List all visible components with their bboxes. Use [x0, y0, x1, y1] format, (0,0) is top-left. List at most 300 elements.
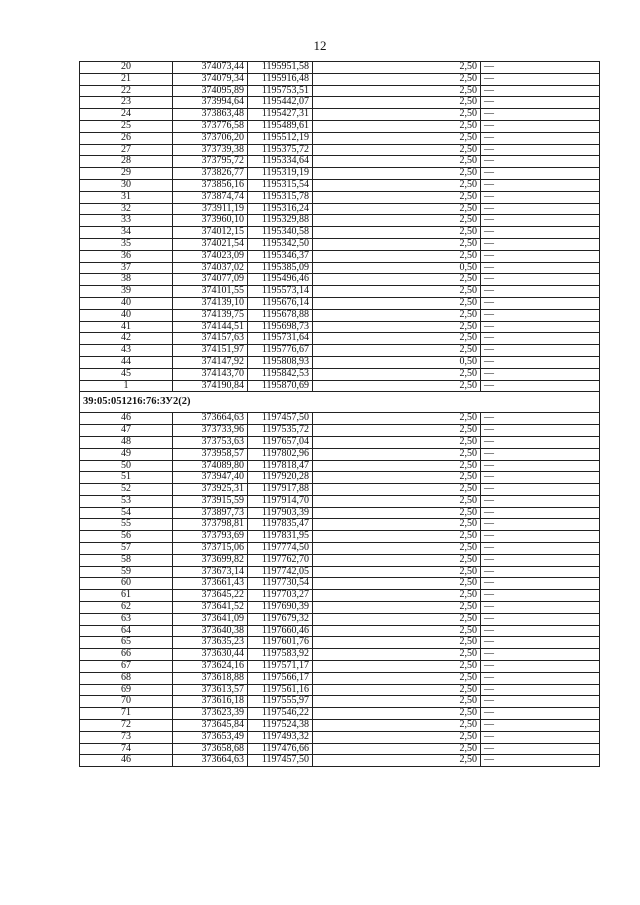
description-dash: — — [481, 602, 600, 614]
accuracy-value: 2,50 — [313, 250, 481, 262]
point-number: 28 — [80, 156, 173, 168]
table-row — [80, 519, 600, 531]
description-dash: — — [481, 672, 600, 684]
accuracy-value: 2,50 — [313, 215, 481, 227]
accuracy-value: 2,50 — [313, 543, 481, 555]
table-row — [80, 191, 600, 203]
coordinate-y: 1197601,76 — [248, 637, 313, 649]
point-number: 71 — [80, 708, 173, 720]
coordinate-x: 374157,63 — [173, 333, 248, 345]
accuracy-value: 2,50 — [313, 156, 481, 168]
coordinate-x: 373911,19 — [173, 203, 248, 215]
coordinate-y: 1197730,54 — [248, 578, 313, 590]
coordinate-y: 1195512,19 — [248, 132, 313, 144]
table-row — [80, 203, 600, 215]
accuracy-value: 2,50 — [313, 85, 481, 97]
coordinate-x: 373623,39 — [173, 708, 248, 720]
coordinate-y: 1197914,70 — [248, 495, 313, 507]
point-number: 22 — [80, 85, 173, 97]
table-row — [80, 531, 600, 543]
coordinate-y: 1195385,09 — [248, 262, 313, 274]
description-dash: — — [481, 380, 600, 392]
point-number: 37 — [80, 262, 173, 274]
point-number: 39 — [80, 286, 173, 298]
table-row — [80, 262, 600, 274]
coordinate-y: 1197774,50 — [248, 543, 313, 555]
point-number: 70 — [80, 696, 173, 708]
coordinate-x: 373616,18 — [173, 696, 248, 708]
accuracy-value: 2,50 — [313, 144, 481, 156]
coordinate-x: 373753,63 — [173, 436, 248, 448]
coordinate-y: 1195753,51 — [248, 85, 313, 97]
coordinate-x: 373664,63 — [173, 755, 248, 767]
point-number: 51 — [80, 472, 173, 484]
table-row — [80, 625, 600, 637]
accuracy-value: 2,50 — [313, 333, 481, 345]
accuracy-value: 2,50 — [313, 495, 481, 507]
description-dash: — — [481, 333, 600, 345]
coordinate-y: 1197835,47 — [248, 519, 313, 531]
coordinate-y: 1195808,93 — [248, 356, 313, 368]
description-dash: — — [481, 97, 600, 109]
description-dash: — — [481, 743, 600, 755]
table-row — [80, 602, 600, 614]
coordinate-x: 373994,64 — [173, 97, 248, 109]
coordinate-y: 1197476,66 — [248, 743, 313, 755]
coordinates-table-body — [80, 62, 600, 767]
accuracy-value: 2,50 — [313, 227, 481, 239]
point-number: 56 — [80, 531, 173, 543]
coordinate-y: 1197571,17 — [248, 661, 313, 673]
coordinate-x: 373798,81 — [173, 519, 248, 531]
description-dash: — — [481, 262, 600, 274]
description-dash: — — [481, 227, 600, 239]
accuracy-value: 2,50 — [313, 62, 481, 74]
table-row — [80, 590, 600, 602]
description-dash: — — [481, 484, 600, 496]
point-number: 36 — [80, 250, 173, 262]
point-number: 48 — [80, 436, 173, 448]
table-row — [80, 238, 600, 250]
coordinate-y: 1197561,16 — [248, 684, 313, 696]
description-dash: — — [481, 156, 600, 168]
coordinate-y: 1195573,14 — [248, 286, 313, 298]
description-dash: — — [481, 132, 600, 144]
coordinate-x: 373673,14 — [173, 566, 248, 578]
coordinate-y: 1197831,95 — [248, 531, 313, 543]
table-row — [80, 743, 600, 755]
coordinate-y: 1195496,46 — [248, 274, 313, 286]
table-row — [80, 484, 600, 496]
table-row — [80, 120, 600, 132]
accuracy-value: 2,50 — [313, 708, 481, 720]
point-number: 26 — [80, 132, 173, 144]
coordinate-x: 373826,77 — [173, 168, 248, 180]
accuracy-value: 2,50 — [313, 602, 481, 614]
table-row — [80, 215, 600, 227]
coordinate-y: 1195731,64 — [248, 333, 313, 345]
coordinate-x: 373658,68 — [173, 743, 248, 755]
point-number: 68 — [80, 672, 173, 684]
coordinate-x: 373897,73 — [173, 507, 248, 519]
table-row — [80, 507, 600, 519]
description-dash: — — [481, 321, 600, 333]
coordinate-y: 1195427,31 — [248, 109, 313, 121]
table-row — [80, 543, 600, 555]
coordinate-x: 373947,40 — [173, 472, 248, 484]
coordinate-x: 374095,89 — [173, 85, 248, 97]
description-dash: — — [481, 191, 600, 203]
description-dash: — — [481, 286, 600, 298]
point-number: 32 — [80, 203, 173, 215]
coordinate-x: 373915,59 — [173, 495, 248, 507]
point-number: 23 — [80, 97, 173, 109]
coordinate-y: 1195916,48 — [248, 73, 313, 85]
table-row — [80, 684, 600, 696]
coordinate-x: 374139,75 — [173, 309, 248, 321]
coordinate-x: 374151,97 — [173, 345, 248, 357]
accuracy-value: 2,50 — [313, 238, 481, 250]
accuracy-value: 2,50 — [313, 672, 481, 684]
coordinate-x: 374021,54 — [173, 238, 248, 250]
table-row — [80, 250, 600, 262]
coordinate-y: 1197679,32 — [248, 613, 313, 625]
coordinate-x: 374147,92 — [173, 356, 248, 368]
description-dash: — — [481, 554, 600, 566]
description-dash: — — [481, 684, 600, 696]
coordinate-x: 373715,06 — [173, 543, 248, 555]
accuracy-value: 2,50 — [313, 274, 481, 286]
description-dash: — — [481, 168, 600, 180]
coordinate-x: 374079,34 — [173, 73, 248, 85]
coordinate-x: 373739,38 — [173, 144, 248, 156]
coordinate-x: 374143,70 — [173, 368, 248, 380]
coordinate-x: 373630,44 — [173, 649, 248, 661]
point-number: 1 — [80, 380, 173, 392]
coordinate-y: 1197917,88 — [248, 484, 313, 496]
description-dash: — — [481, 661, 600, 673]
coordinate-x: 373793,69 — [173, 531, 248, 543]
description-dash: — — [481, 590, 600, 602]
description-dash: — — [481, 238, 600, 250]
point-number: 44 — [80, 356, 173, 368]
coordinate-y: 1197762,70 — [248, 554, 313, 566]
coordinate-y: 1195678,88 — [248, 309, 313, 321]
point-number: 33 — [80, 215, 173, 227]
accuracy-value: 2,50 — [313, 321, 481, 333]
point-number: 65 — [80, 637, 173, 649]
coordinate-y: 1197657,04 — [248, 436, 313, 448]
coordinate-y: 1197583,92 — [248, 649, 313, 661]
coordinate-x: 373641,09 — [173, 613, 248, 625]
table-row — [80, 755, 600, 767]
table-row — [80, 708, 600, 720]
coordinate-x: 373863,48 — [173, 109, 248, 121]
coordinate-y: 1197535,72 — [248, 425, 313, 437]
coordinate-y: 1197818,47 — [248, 460, 313, 472]
coordinate-x: 373661,43 — [173, 578, 248, 590]
table-row — [80, 672, 600, 684]
coordinate-x: 374012,15 — [173, 227, 248, 239]
accuracy-value: 2,50 — [313, 519, 481, 531]
table-row — [80, 156, 600, 168]
accuracy-value: 2,50 — [313, 613, 481, 625]
accuracy-value: 2,50 — [313, 179, 481, 191]
accuracy-value: 2,50 — [313, 649, 481, 661]
description-dash: — — [481, 625, 600, 637]
coordinate-x: 373635,23 — [173, 637, 248, 649]
table-row — [80, 460, 600, 472]
description-dash: — — [481, 460, 600, 472]
accuracy-value: 2,50 — [313, 425, 481, 437]
coordinate-x: 373640,38 — [173, 625, 248, 637]
accuracy-value: 2,50 — [313, 380, 481, 392]
coordinate-x: 373960,10 — [173, 215, 248, 227]
point-number: 43 — [80, 345, 173, 357]
point-number: 67 — [80, 661, 173, 673]
table-row — [80, 85, 600, 97]
coordinate-y: 1197524,38 — [248, 720, 313, 732]
description-dash: — — [481, 85, 600, 97]
description-dash: — — [481, 495, 600, 507]
point-number: 54 — [80, 507, 173, 519]
coordinate-y: 1197703,27 — [248, 590, 313, 602]
description-dash: — — [481, 425, 600, 437]
description-dash: — — [481, 613, 600, 625]
accuracy-value: 2,50 — [313, 132, 481, 144]
point-number: 69 — [80, 684, 173, 696]
point-number: 72 — [80, 720, 173, 732]
table-row — [80, 448, 600, 460]
point-number: 30 — [80, 179, 173, 191]
point-number: 42 — [80, 333, 173, 345]
coordinate-y: 1195342,50 — [248, 238, 313, 250]
point-number: 20 — [80, 62, 173, 74]
point-number: 34 — [80, 227, 173, 239]
accuracy-value: 0,50 — [313, 356, 481, 368]
description-dash: — — [481, 472, 600, 484]
coordinate-y: 1195951,58 — [248, 62, 313, 74]
table-row — [80, 179, 600, 191]
description-dash: — — [481, 696, 600, 708]
coordinate-x: 373645,84 — [173, 720, 248, 732]
description-dash: — — [481, 708, 600, 720]
description-dash: — — [481, 345, 600, 357]
point-number: 74 — [80, 743, 173, 755]
table-row — [80, 321, 600, 333]
accuracy-value: 2,50 — [313, 578, 481, 590]
accuracy-value: 2,50 — [313, 720, 481, 732]
description-dash: — — [481, 203, 600, 215]
coordinate-x: 373706,20 — [173, 132, 248, 144]
point-number: 61 — [80, 590, 173, 602]
accuracy-value: 2,50 — [313, 191, 481, 203]
point-number: 59 — [80, 566, 173, 578]
coordinate-y: 1197920,28 — [248, 472, 313, 484]
table-row — [80, 73, 600, 85]
description-dash: — — [481, 531, 600, 543]
table-row — [80, 356, 600, 368]
accuracy-value: 2,50 — [313, 345, 481, 357]
accuracy-value: 2,50 — [313, 590, 481, 602]
accuracy-value: 2,50 — [313, 73, 481, 85]
point-number: 73 — [80, 731, 173, 743]
coordinate-x: 373645,22 — [173, 590, 248, 602]
table-row — [80, 297, 600, 309]
coordinate-x: 374089,80 — [173, 460, 248, 472]
description-dash: — — [481, 73, 600, 85]
table-row — [80, 578, 600, 590]
coordinate-y: 1197742,05 — [248, 566, 313, 578]
coordinate-y: 1197802,96 — [248, 448, 313, 460]
point-number: 66 — [80, 649, 173, 661]
description-dash: — — [481, 144, 600, 156]
table-row — [80, 495, 600, 507]
point-number: 21 — [80, 73, 173, 85]
accuracy-value: 2,50 — [313, 203, 481, 215]
coordinate-x: 374190,84 — [173, 380, 248, 392]
description-dash: — — [481, 413, 600, 425]
coordinate-y: 1195375,72 — [248, 144, 313, 156]
description-dash: — — [481, 368, 600, 380]
description-dash: — — [481, 637, 600, 649]
table-row — [80, 368, 600, 380]
point-number: 40 — [80, 309, 173, 321]
table-row — [80, 436, 600, 448]
coordinate-y: 1197457,50 — [248, 413, 313, 425]
table-row — [80, 425, 600, 437]
accuracy-value: 2,50 — [313, 472, 481, 484]
coordinate-y: 1197566,17 — [248, 672, 313, 684]
table-row — [80, 97, 600, 109]
table-row — [80, 144, 600, 156]
point-number: 64 — [80, 625, 173, 637]
coordinate-x: 374073,44 — [173, 62, 248, 74]
point-number: 27 — [80, 144, 173, 156]
point-number: 50 — [80, 460, 173, 472]
table-row — [80, 227, 600, 239]
point-number: 31 — [80, 191, 173, 203]
accuracy-value: 2,50 — [313, 755, 481, 767]
coordinate-x: 373664,63 — [173, 413, 248, 425]
description-dash: — — [481, 566, 600, 578]
coordinate-y: 1195870,69 — [248, 380, 313, 392]
accuracy-value: 2,50 — [313, 436, 481, 448]
description-dash: — — [481, 519, 600, 531]
table-row — [80, 613, 600, 625]
coordinate-x: 373624,16 — [173, 661, 248, 673]
accuracy-value: 2,50 — [313, 554, 481, 566]
coordinate-y: 1195319,19 — [248, 168, 313, 180]
accuracy-value: 2,50 — [313, 297, 481, 309]
table-row — [80, 109, 600, 121]
point-number: 58 — [80, 554, 173, 566]
coordinate-y: 1195842,53 — [248, 368, 313, 380]
table-row — [80, 132, 600, 144]
coordinate-x: 373618,88 — [173, 672, 248, 684]
table-row — [80, 554, 600, 566]
accuracy-value: 2,50 — [313, 507, 481, 519]
coordinate-x: 374077,09 — [173, 274, 248, 286]
description-dash: — — [481, 649, 600, 661]
coordinate-x: 374144,51 — [173, 321, 248, 333]
accuracy-value: 2,50 — [313, 168, 481, 180]
parcel-section-header — [80, 392, 600, 413]
coordinate-x: 373641,52 — [173, 602, 248, 614]
point-number: 45 — [80, 368, 173, 380]
point-number: 63 — [80, 613, 173, 625]
table-row — [80, 637, 600, 649]
accuracy-value: 2,50 — [313, 566, 481, 578]
accuracy-value: 2,50 — [313, 368, 481, 380]
accuracy-value: 2,50 — [313, 109, 481, 121]
coordinate-y: 1195698,73 — [248, 321, 313, 333]
table-row — [80, 309, 600, 321]
point-number: 49 — [80, 448, 173, 460]
description-dash: — — [481, 507, 600, 519]
coordinate-y: 1195442,07 — [248, 97, 313, 109]
coordinate-x: 374037,02 — [173, 262, 248, 274]
coordinate-y: 1197457,50 — [248, 755, 313, 767]
description-dash: — — [481, 250, 600, 262]
coordinate-y: 1197546,22 — [248, 708, 313, 720]
page-number: 12 — [313, 38, 327, 53]
table-row — [80, 413, 600, 425]
point-number: 46 — [80, 755, 173, 767]
accuracy-value: 0,50 — [313, 262, 481, 274]
description-dash: — — [481, 109, 600, 121]
coordinate-y: 1195316,24 — [248, 203, 313, 215]
accuracy-value: 2,50 — [313, 684, 481, 696]
coordinate-x: 374023,09 — [173, 250, 248, 262]
description-dash: — — [481, 356, 600, 368]
table-row — [80, 649, 600, 661]
accuracy-value: 2,50 — [313, 413, 481, 425]
coordinate-y: 1195346,37 — [248, 250, 313, 262]
accuracy-value: 2,50 — [313, 731, 481, 743]
coordinate-x: 373856,16 — [173, 179, 248, 191]
description-dash: — — [481, 297, 600, 309]
accuracy-value: 2,50 — [313, 531, 481, 543]
coordinate-y: 1195329,88 — [248, 215, 313, 227]
coordinate-y: 1195315,78 — [248, 191, 313, 203]
coordinate-y: 1195334,64 — [248, 156, 313, 168]
coordinate-x: 373776,58 — [173, 120, 248, 132]
coordinate-y: 1195776,67 — [248, 345, 313, 357]
table-row — [80, 472, 600, 484]
coordinate-x: 373653,49 — [173, 731, 248, 743]
point-number: 62 — [80, 602, 173, 614]
table-row — [80, 661, 600, 673]
coordinate-y: 1197493,32 — [248, 731, 313, 743]
table-row — [80, 720, 600, 732]
coordinate-x: 373699,82 — [173, 554, 248, 566]
point-number: 25 — [80, 120, 173, 132]
coordinate-x: 374101,55 — [173, 286, 248, 298]
coordinate-y: 1195340,58 — [248, 227, 313, 239]
table-row — [80, 286, 600, 298]
coordinate-y: 1197555,97 — [248, 696, 313, 708]
coordinate-x: 373795,72 — [173, 156, 248, 168]
point-number: 38 — [80, 274, 173, 286]
coordinates-table — [79, 61, 600, 767]
point-number: 53 — [80, 495, 173, 507]
point-number: 41 — [80, 321, 173, 333]
description-dash: — — [481, 543, 600, 555]
accuracy-value: 2,50 — [313, 448, 481, 460]
point-number: 57 — [80, 543, 173, 555]
description-dash: — — [481, 731, 600, 743]
